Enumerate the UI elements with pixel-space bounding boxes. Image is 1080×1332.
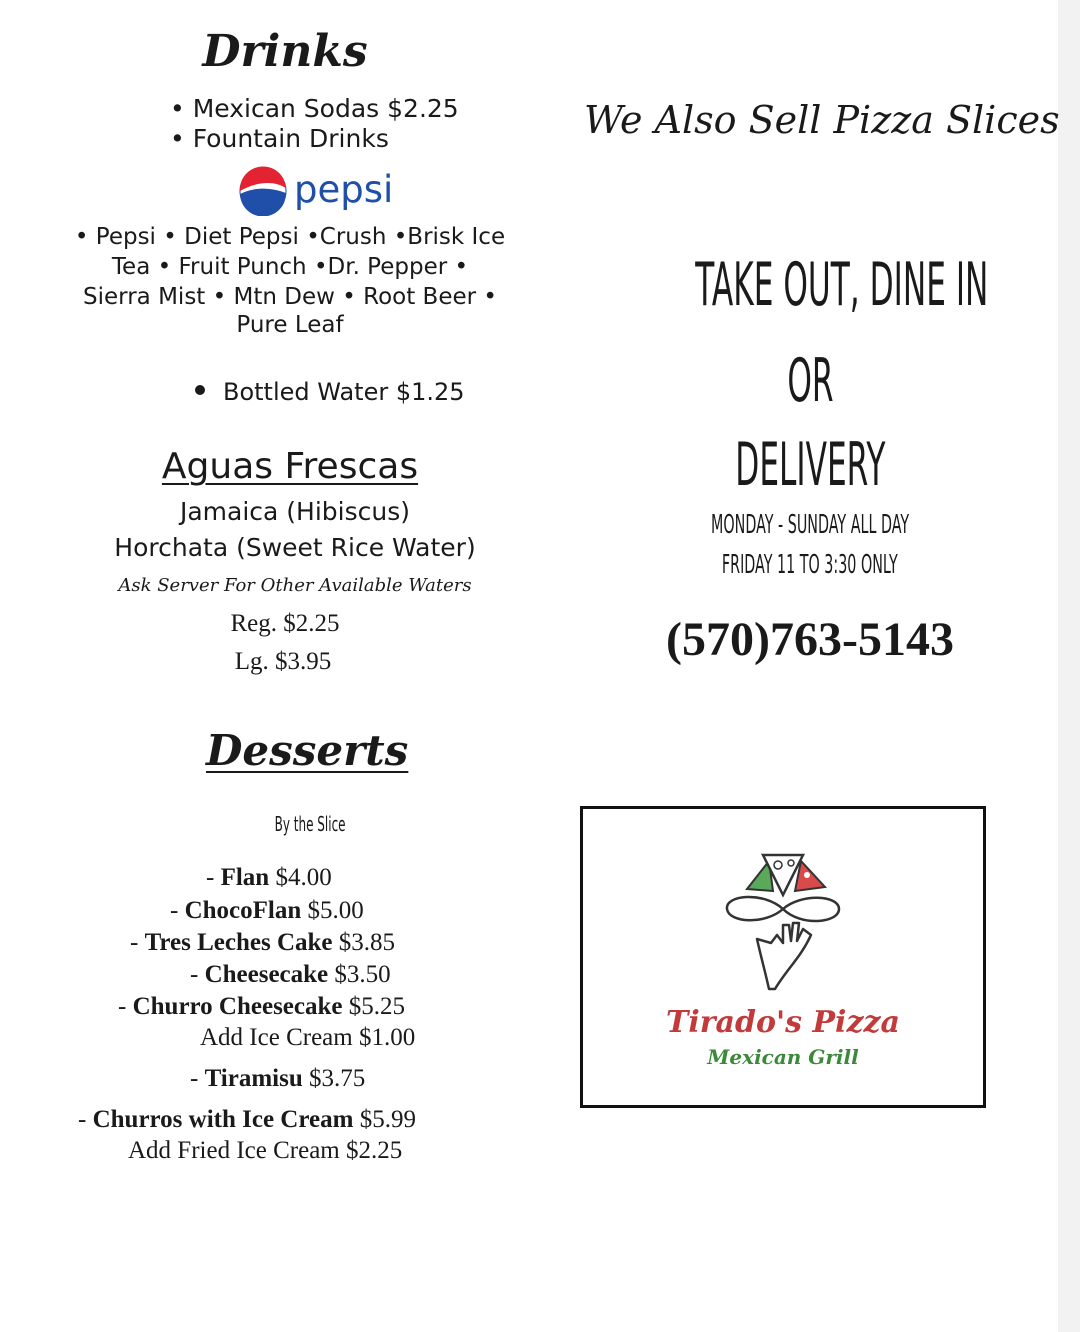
- pepsi-globe-icon: [238, 166, 288, 216]
- aguas-note: Ask Server For Other Available Waters: [118, 575, 472, 596]
- drink-item-fountain-drinks: • Fountain Drinks: [170, 124, 389, 153]
- pepsi-list-line: Pure Leaf: [236, 312, 344, 338]
- agua-flavor-jamaica: Jamaica (Hibiscus): [179, 497, 411, 526]
- pepsi-list-line: Tea • Fruit Punch •Dr. Pepper •: [111, 254, 469, 280]
- by-the-slice-text: By the Slice: [274, 812, 346, 836]
- aguas-frescas-heading: [40, 446, 540, 487]
- dessert-item-tiramisu: [190, 1065, 365, 1093]
- dessert-item-cheesecake: [190, 961, 391, 989]
- aguas-frescas-title: Aguas Frescas: [161, 446, 419, 487]
- pepsi-logo: [238, 166, 408, 218]
- dessert-price: $5.00: [301, 897, 364, 924]
- dessert-dash: -: [78, 1106, 93, 1133]
- dessert-item-flan: [206, 864, 332, 892]
- pepsi-list-line: Sierra Mist • Mtn Dew • Root Beer •: [83, 284, 497, 310]
- agua-flavor-horchata: Horchata (Sweet Rice Water): [114, 533, 476, 562]
- dessert-name: Tres Leches Cake: [144, 929, 333, 956]
- pepsi-logo-text: pepsi: [294, 168, 394, 211]
- drink-item-bottled-water: [195, 378, 465, 406]
- dessert-addon-ice-cream: Add Ice Cream $1.00: [200, 1024, 416, 1051]
- dessert-price: $3.75: [302, 1065, 366, 1092]
- dessert-name: Cheesecake: [204, 961, 329, 988]
- service-options-or: [560, 346, 1060, 416]
- drinks-heading: Drinks: [202, 26, 368, 77]
- pizza-slices-note: We Also Sell Pizza Slices: [584, 98, 1060, 142]
- service-options-delivery: [560, 430, 1060, 500]
- dessert-name: ChocoFlan: [184, 897, 302, 924]
- dessert-item-churro-cheesecake: [118, 993, 405, 1021]
- dessert-dash: -: [206, 864, 221, 891]
- dessert-dash: -: [190, 961, 205, 988]
- dessert-item-churros-ice-cream: [78, 1106, 416, 1134]
- logo-restaurant-name: Tirado's Pizza: [666, 1005, 900, 1040]
- dessert-price: $5.25: [342, 993, 406, 1020]
- hours-text: MONDAY - SUNDAY ALL DAY: [710, 510, 910, 540]
- dessert-price: $4.00: [269, 864, 332, 891]
- dessert-price: $5.99: [353, 1106, 416, 1133]
- desserts-subtitle: [40, 812, 580, 836]
- hours-line: [560, 510, 1060, 540]
- desserts-heading: Desserts: [206, 726, 409, 775]
- dessert-name: Churro Cheesecake: [132, 993, 343, 1020]
- logo-subtitle: Mexican Grill: [707, 1045, 859, 1069]
- dessert-price: $3.85: [332, 929, 396, 956]
- dessert-name: Churros with Ice Cream: [92, 1106, 354, 1133]
- pizza-hand-logo-icon: [703, 839, 863, 999]
- dessert-dash: -: [170, 897, 185, 924]
- bullet-icon: [195, 385, 205, 395]
- dessert-name: Flan: [220, 864, 270, 891]
- restaurant-logo: [580, 806, 986, 1108]
- aguas-large-price: Lg. $3.95: [234, 648, 332, 675]
- dessert-addon-fried-ice-cream: Add Fried Ice Cream $2.25: [128, 1137, 403, 1164]
- dessert-dash: -: [190, 1065, 205, 1092]
- delivery-text: DELIVERY: [734, 430, 886, 500]
- drink-item-mexican-sodas: • Mexican Sodas $2.25: [170, 94, 459, 123]
- dessert-dash: -: [118, 993, 133, 1020]
- hours-line: [560, 550, 1060, 580]
- dessert-name: Tiramisu: [204, 1065, 303, 1092]
- dessert-item-tres-leches: [130, 929, 395, 957]
- dessert-price: $3.50: [328, 961, 391, 988]
- hours-text: FRIDAY 11 TO 3:30 ONLY: [722, 550, 898, 580]
- take-out-dine-in-text: TAKE OUT, DINE IN: [695, 250, 989, 320]
- bottled-water-text: Bottled Water $1.25: [223, 378, 465, 406]
- aguas-regular-price: Reg. $2.25: [230, 610, 340, 637]
- pepsi-list-line: • Pepsi • Diet Pepsi •Crush •Brisk Ice: [74, 224, 506, 250]
- dessert-dash: -: [130, 929, 145, 956]
- or-text: OR: [786, 346, 834, 416]
- phone-number: (570)763-5143: [666, 613, 954, 666]
- service-options-line: [560, 250, 1060, 320]
- dessert-item-chocoflan: [170, 897, 364, 925]
